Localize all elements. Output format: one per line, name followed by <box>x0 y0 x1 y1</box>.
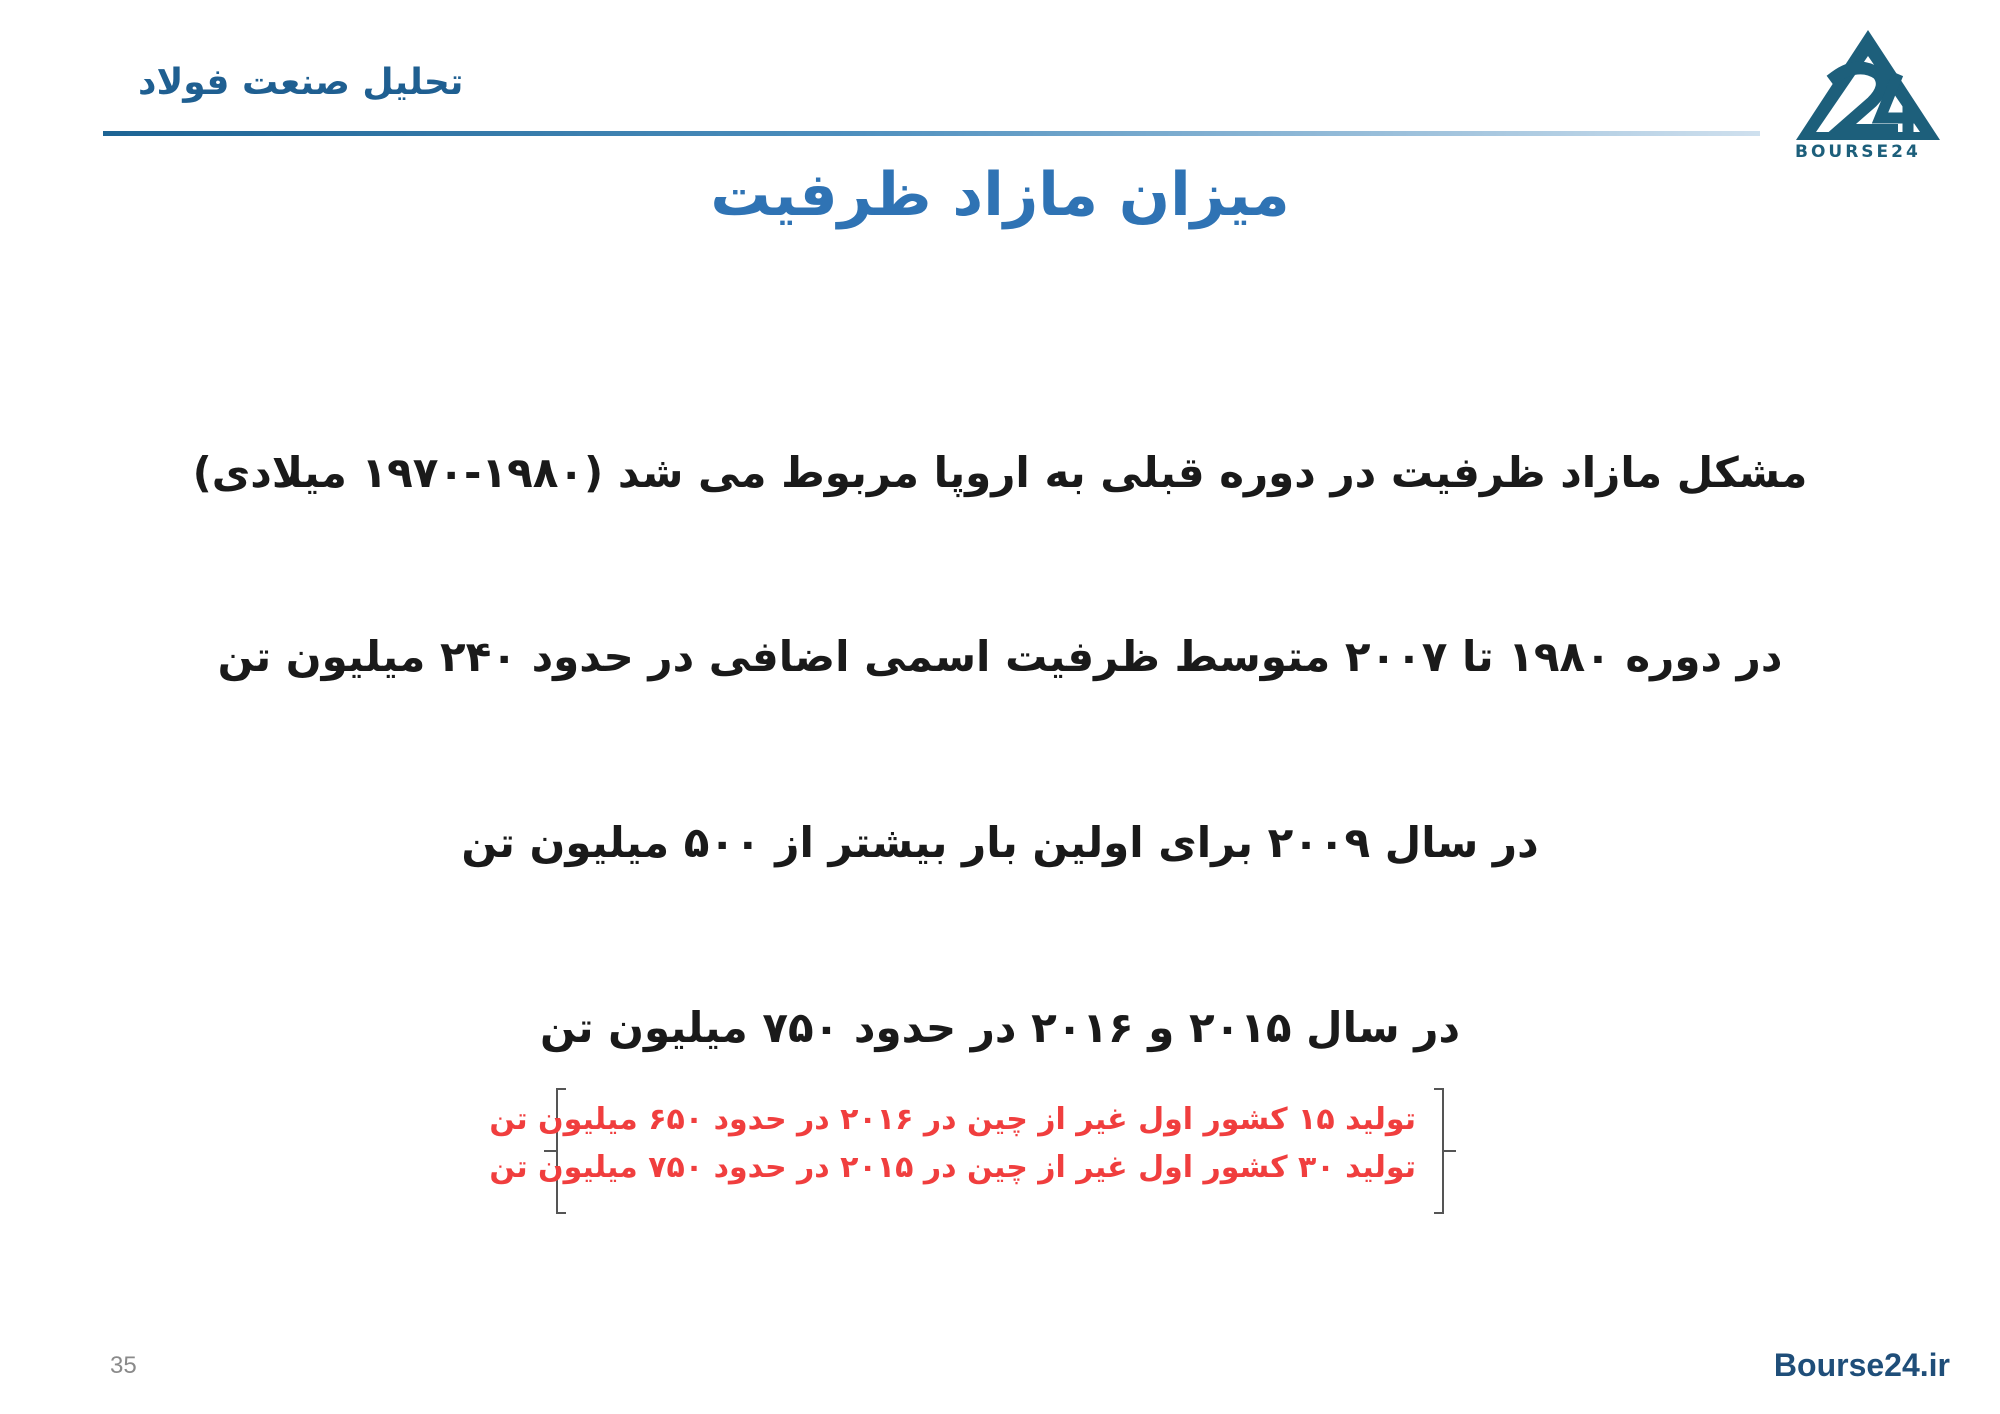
body-line-3: در سال ۲۰۰۹ برای اولین بار بیشتر از ۵۰۰ میلیون تن <box>461 818 1539 867</box>
note-line-1: تولید ۱۵ کشور اول غیر از چین در ۲۰۱۶ در حدود ۶۵۰ میلیون تن <box>489 1102 1416 1137</box>
body-line-4: در سال ۲۰۱۵ و ۲۰۱۶ در حدود ۷۵۰ میلیون تن <box>539 1003 1461 1052</box>
slide-title: میزان مازاد ظرفیت <box>710 160 1290 230</box>
right-bracket <box>1434 1088 1444 1214</box>
footer-site-link[interactable]: Bourse24.ir <box>1773 1347 1950 1383</box>
header-divider <box>103 131 1760 136</box>
body-line-2: در دوره ۱۹۸۰ تا ۲۰۰۷ متوسط ظرفیت اسمی اضافی در حدود ۲۴۰ میلیون تن <box>217 632 1783 681</box>
logo-text: BOURSE24 <box>1795 142 1921 162</box>
header-brand-title: تحلیل صنعت فولاد <box>138 62 464 103</box>
note-line-2: تولید ۳۰ کشور اول غیر از چین در ۲۰۱۵ در حدود ۷۵۰ میلیون تن <box>489 1150 1416 1185</box>
body-line-1: مشکل مازاد ظرفیت در دوره قبلی به اروپا مربوط می شد (۱۹۸۰-۱۹۷۰ میلادی) <box>192 448 1808 497</box>
production-note-box <box>489 1088 1444 1214</box>
right-bracket-tick <box>1444 1150 1456 1152</box>
page-number: 35 <box>110 1352 137 1379</box>
